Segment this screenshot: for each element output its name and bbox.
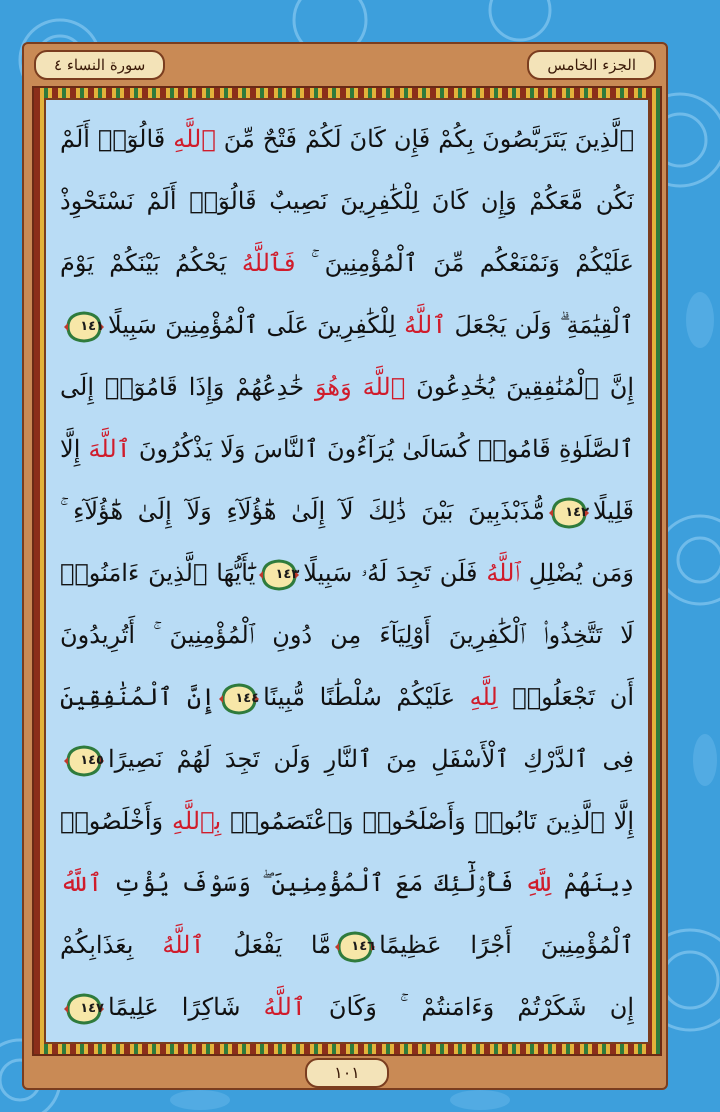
verse-text: وَمَن يُضْلِلِ <box>519 559 634 587</box>
verse-text: دِينَهُمْ <box>552 869 634 897</box>
verse-line <box>60 666 634 728</box>
divine-name: ٱللَّهُ <box>162 931 205 959</box>
verse-text: إِلَّا <box>60 435 89 463</box>
quran-text-panel <box>44 98 650 1044</box>
ayah-number: ١٤٢ <box>565 504 590 520</box>
verse-line <box>60 108 634 170</box>
verse-line <box>60 604 634 666</box>
verse-text: ٱلْمُؤْمِنِينَ أَجْرًا عَظِيمًا <box>379 931 634 959</box>
verse-text: مَّا يَفْعَلُ <box>204 931 332 959</box>
verse-text: أَن تَجْعَلُوا۟ <box>497 683 634 711</box>
ayah-number: ١٤٣ <box>275 566 300 582</box>
verse-lines <box>46 100 648 1042</box>
divine-name: وَهُوَ <box>315 373 363 401</box>
verse-text: إِنَّ ٱلْمُنَٰفِقِينَ <box>60 683 216 711</box>
verse-text: يَٰٓأَيُّهَا ٱلَّذِينَ ءَامَنُوا۟ <box>60 559 256 587</box>
verse-text: إِنَّ ٱلْمُنَٰفِقِينَ يُخَٰدِعُونَ <box>405 373 634 401</box>
verse-text: فَلَن تَجِدَ لَهُۥ سَبِيلًا <box>303 559 487 587</box>
verse-text: قَلِيلًا <box>593 497 634 525</box>
verse-text: خَٰدِعُهُمْ وَإِذَا قَامُوٓا۟ إِلَى <box>60 373 316 401</box>
divine-name: ٱللَّهُ <box>60 869 103 897</box>
verse-line <box>60 728 634 790</box>
divine-name: ٱللَّهِ <box>173 125 216 153</box>
verse-line <box>60 914 634 976</box>
verse-text: لَا تَتَّخِذُوا۟ ٱلْكَٰفِرِينَ أَوْلِيَآءَ مِن دُونِ ٱلْمُؤْمِنِينَ ۚ أَتُرِيدُونَ <box>60 621 634 649</box>
page-frame <box>22 42 668 1090</box>
surah-label: سورة النساء ٤ <box>34 50 165 80</box>
verse-line <box>60 294 634 356</box>
ayah-number: ١٤١ <box>80 318 104 334</box>
ayah-number: ١٤٤ <box>235 690 260 706</box>
ayah-number-marker <box>335 930 375 964</box>
divine-name: ٱللَّهَ <box>88 435 131 463</box>
ayah-number-marker <box>64 310 104 344</box>
divine-name: فَٱللَّهُ <box>241 249 296 277</box>
verse-text: ٱلصَّلَوٰةِ قَامُوا۟ كُسَالَىٰ يُرَآءُونَ ٱلنَّاسَ وَلَا يَذْكُرُونَ <box>130 435 634 463</box>
divine-name: لِلَّهِ <box>469 683 498 711</box>
verse-text: عَلَيْكُمْ سُلْطَٰنًا مُّبِينًا <box>263 683 470 711</box>
divine-name: ٱللَّهُ <box>404 311 447 339</box>
verse-line <box>60 232 634 294</box>
verse-text: بِعَذَابِكُمْ <box>60 931 163 959</box>
verse-line <box>60 480 634 542</box>
page-footer <box>22 1052 668 1090</box>
divine-name: ٱللَّهُ <box>263 993 306 1021</box>
ayah-number-marker <box>549 496 589 530</box>
ayah-number-marker <box>64 992 104 1026</box>
verse-text: فَأُو۟لَٰٓئِكَ مَعَ ٱلْمُؤْمِنِينَ ۖ وَسَوْفَ يُؤْتِ <box>102 869 525 897</box>
verse-line <box>60 356 634 418</box>
verse-line <box>60 790 634 852</box>
divine-name: لِلَّهِ <box>524 869 553 897</box>
verse-line <box>60 542 634 604</box>
ayah-number: ١٤٦ <box>351 938 376 954</box>
verse-text: ٱلْقِيَٰمَةِ ۗ وَلَن يَجْعَلَ <box>446 311 634 339</box>
juz-label: الجزء الخامس <box>527 50 656 80</box>
divine-name: بِٱللَّهِ <box>171 807 222 835</box>
ayah-number-marker <box>219 682 259 716</box>
verse-line <box>60 976 634 1038</box>
ayah-number-marker <box>259 558 299 592</box>
ayah-number-marker <box>64 744 104 778</box>
verse-text: مُّذَبْذَبِينَ بَيْنَ ذَٰلِكَ لَآ إِلَىٰ هَٰٓؤُلَآءِ وَلَآ إِلَىٰ هَٰٓؤُلَآءِ ۚ <box>60 497 546 525</box>
divine-name: ٱللَّهَ <box>362 373 406 401</box>
verse-text: لِلْكَٰفِرِينَ عَلَى ٱلْمُؤْمِنِينَ سَبِيلًا <box>108 311 405 339</box>
verse-line <box>60 418 634 480</box>
verse-text: نَكُن مَّعَكُمْ وَإِن كَانَ لِلْكَٰفِرِينَ نَصِيبٌ قَالُوٓا۟ أَلَمْ نَسْتَحْوِذْ <box>60 187 634 215</box>
page-header <box>22 42 668 82</box>
verse-text: قَالُوٓا۟ أَلَمْ <box>60 125 174 153</box>
page-number: ١٠١ <box>305 1058 389 1088</box>
verse-text: عَلَيْكُمْ وَنَمْنَعْكُم مِّنَ ٱلْمُؤْمِنِينَ ۚ <box>295 249 634 277</box>
verse-text: فِى ٱلدَّرْكِ ٱلْأَسْفَلِ مِنَ ٱلنَّارِ وَلَن تَجِدَ لَهُمْ نَصِيرًا <box>108 745 634 773</box>
verse-text: وَأَخْلَصُوا۟ <box>60 807 172 835</box>
divine-name: ٱللَّهُ <box>486 559 520 587</box>
verse-text: ٱلَّذِينَ يَتَرَبَّصُونَ بِكُمْ فَإِن كَانَ لَكُمْ فَتْحٌ مِّنَ <box>215 125 634 153</box>
verse-text: إِلَّا ٱلَّذِينَ تَابُوا۟ وَأَصْلَحُوا۟ وَٱعْتَصَمُوا۟ <box>221 807 634 835</box>
verse-line <box>60 170 634 232</box>
verse-text: شَاكِرًا عَلِيمًا <box>108 993 264 1021</box>
verse-line <box>60 852 634 914</box>
verse-text: يَحْكُمُ بَيْنَكُمْ يَوْمَ <box>60 249 242 277</box>
ayah-number: ١٤٥ <box>80 752 104 768</box>
ayah-number: ١٤٧ <box>80 1000 104 1016</box>
verse-text: إِن شَكَرْتُمْ وَءَامَنتُمْ ۚ وَكَانَ <box>305 993 634 1021</box>
